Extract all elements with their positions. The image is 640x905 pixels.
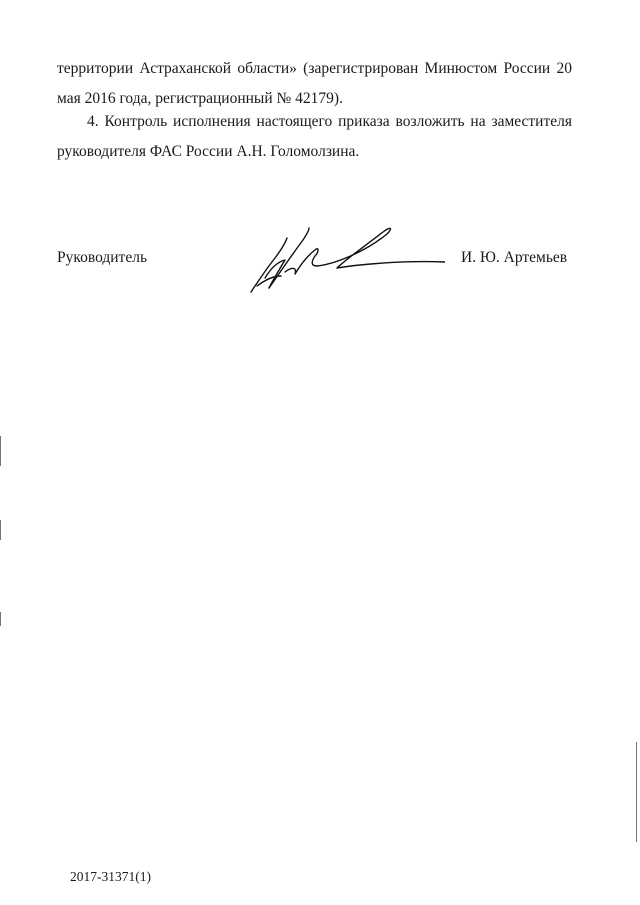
handwritten-signature [245,216,445,296]
signatory-name: И. Ю. Артемьев [461,249,568,266]
document-number: 2017-31371(1) [70,869,151,884]
paragraph-registration: территории Астраханской области» (зарегистрирован Минюстом России 20 мая 2016 года, регистрационный № 42179). [57,60,572,107]
signature-block [57,246,577,306]
paragraph-control-clause: 4. Контроль исполнения настоящего приказа возложить на заместителя руководителя ФАС России А.Н. Голомолзина. [57,113,572,160]
signatory-title: Руководитель [57,249,148,266]
scan-edge-mark [0,612,1,626]
scan-edge-mark [0,436,1,466]
scan-edge-mark [0,520,1,540]
scan-edge-mark [636,742,637,842]
